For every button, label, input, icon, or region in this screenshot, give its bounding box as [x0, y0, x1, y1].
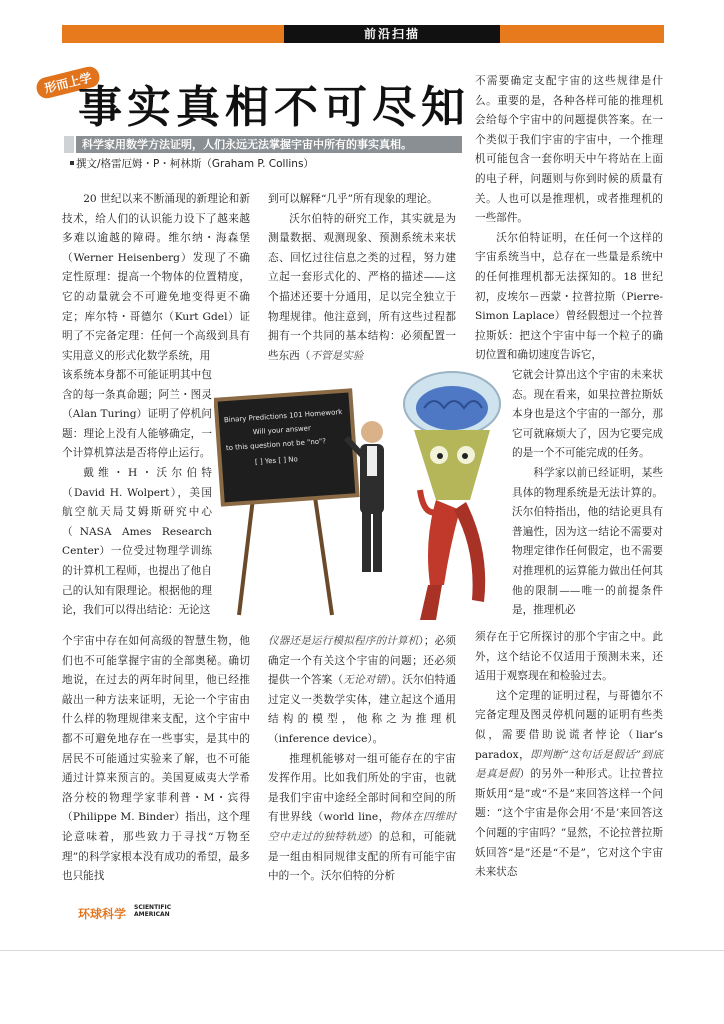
paragraph: 科学家以前已经证明，某些具体的物理系统是无法计算的。沃尔伯特指出，他的结论更具有普遍性，因为这一结论不需要对物理定律作任何假定，也不需要对推理机的运算能力做出任何其他的限制——唯一的前提条件是，推理机必	[512, 466, 663, 617]
paragraph: 不需要确定支配宇宙的这些规律是什么。重要的是，各种各样可能的推理机会给每个宇宙中的问题提供答案。在一个类似于我们宇宙的宇宙中，一个推理机可能包含一套你明天中午将站在上面的电子秤，问题则与你到时候的质量有关。人也可以是推理机，或者推理机的一些部件。	[475, 75, 663, 225]
section-label: 前沿扫描	[284, 25, 500, 43]
easel-leg	[314, 490, 332, 615]
demon-pupil	[437, 453, 443, 459]
article-title: 事实真相不可尽知	[78, 82, 470, 133]
board-text: [ ] Yes [ ] No	[254, 455, 299, 467]
column-3-wrap	[512, 366, 663, 621]
italic-note: 物体在四维时空中走过的独特轨迹	[268, 811, 457, 843]
column-3-bottom	[475, 628, 663, 883]
paragraph-text: ）。沃尔伯特通过定义一类数学实体，建立起这个通用结构的模型，他称之为推理机（inference device）。	[268, 674, 457, 745]
paragraph: 戴维・H・沃尔伯特（David H. Wolpert），美国航空航天局艾姆斯研究中心（NASA Ames Research Center）一位受过物理学训练的计算机工程师，也提出了他自己的认知有限理论。根据他的理论，我们可以得出结论：无论这	[62, 466, 212, 617]
italic-note: 无论对错	[343, 674, 387, 687]
paragraph-text: ）的总和，可能就是一组由相同规律支配的所有可能宇宙中的一个。沃尔伯特的分析	[268, 830, 457, 883]
paragraph-text: ）；必须确定一个有关这个宇宙的问题；还必须提供一个答案（	[268, 635, 457, 687]
paragraph	[268, 750, 456, 887]
demon-leg	[420, 585, 442, 620]
paragraph	[268, 632, 456, 750]
paragraph: 个宇宙中存在如何高级的智慧生物，他们也不可能掌握宇宙的全部奥秘。确切地说，在过去的两年时间里，他已经推敲出一种方法来证明，无论一个宇宙由什么样的物理规律来支配，这个宇宙中都不可避免地存在一些事实，是其中的居民不可能通过实验来了解，也不可能通过计算来预言的。美国夏威夷大学希洛分校的物理学家菲利普・M・宾得（Philippe M. Binder）指出，这个理论意味着，那些致力于寻找“万物至理”的科学家根本没有成功的希望，最多也只能找	[62, 635, 250, 883]
italic-note: 不管是实验	[310, 349, 364, 362]
paragraph-text: 这个定理的证明过程，与哥德尔不完备定理及图灵停机问题的证明有些类似，需要借助说谎者悖论（liar’s paradox，	[475, 689, 663, 761]
page-edge	[0, 950, 724, 951]
partner-logo	[134, 904, 171, 918]
article-subtitle: 科学家用数学方法证明，人们永远无法掌握宇宙中所有的事实真相。	[76, 136, 462, 153]
paragraph: 到可以解释“几乎”所有现象的理论。	[268, 193, 438, 205]
professor-head	[361, 421, 383, 443]
partner-logo-line: AMERICAN	[134, 911, 170, 918]
demon-head	[414, 430, 490, 500]
byline-bullet	[70, 161, 74, 165]
paragraph: 须存在于它所探讨的那个宇宙之中。此外，这个结论不仅适用于预测未来，还适用于观察现在和检验过去。	[475, 631, 663, 683]
column-2-bottom	[268, 632, 456, 887]
italic-note: 即判断“这句话是假话”到底是真是假	[475, 748, 663, 781]
column-3-top	[475, 72, 663, 366]
paragraph: 该系统本身都不可能证明其中包含的每一条真命题；阿兰・图灵（Alan Turing）证明了停机问题：理论上没有人能够确定，一个计算机算法是否将停止运行。	[62, 369, 212, 460]
demon-pupil	[462, 453, 468, 459]
professor-shirt	[367, 446, 377, 476]
illustration	[214, 370, 506, 632]
paragraph: 沃尔伯特证明，在任何一个这样的宇宙系统当中，总存在一些量是系统中的任何推理机都无法探知的。18 世纪初，皮埃尔－西蒙・拉普拉斯（Pierre-Simon Laplace）曾经假想过一个拉普拉斯妖：把这个宇宙中每一个粒子的确切位置和确切速度告诉它，	[475, 231, 663, 362]
column-2-top	[268, 190, 456, 366]
board-text: Binary Predictions 101 Homework	[223, 408, 343, 425]
italic-note: 仪器还是运行模拟程序的计算机	[268, 635, 419, 647]
paragraph: 它就会计算出这个宇宙的未来状态。现在看来，如果拉普拉斯妖本身也是这个宇宙的一部分，那它可就麻烦大了，因为它要完成的是一个不可能完成的任务。	[512, 369, 663, 460]
paragraph-text: ）的另外一种形式。让拉普拉斯妖用“是”或“不是”来回答这样一个问题：“这个宇宙是你会用‘不是’来回答这个问题的宇宙吗？”显然，不论拉普拉斯妖回答“是”还是“不是”，它对这个宇宙未来状态	[475, 768, 664, 879]
paragraph-text: 推理机能够对一组可能存在的宇宙发挥作用。比如我们所处的宇宙，也就是我们宇宙中途经全部时间和空间的所有世界线（world line，	[268, 752, 456, 824]
category-badge: 形而上学	[34, 65, 101, 101]
brain	[416, 386, 488, 430]
column-1-bottom	[62, 632, 250, 887]
paragraph	[268, 210, 456, 367]
column-1-wrap	[62, 366, 212, 621]
professor-leg	[373, 512, 382, 572]
article-byline: 撰文/格雷厄姆・P・柯林斯（Graham P. Collins）	[76, 158, 314, 170]
easel-leg	[239, 490, 254, 615]
board-text: Will your answer	[252, 424, 312, 437]
professor-leg	[362, 512, 371, 572]
column-1-top	[62, 190, 250, 366]
magazine-name: 环球科学	[78, 907, 127, 921]
board-text: to this question not be "no"?	[225, 437, 327, 453]
paragraph-text: 沃尔伯特的研究工作，其实就是为测量数据、观测现象、预测系统未来状态、回忆过往信息之类的过程，努力建立起一套形式化的、严格的描述——这个描述还要十分通用，足以完全独立于物理规律。他注意到，所有这些过程都拥有一个共同的基本结构：必须配置一些东西（	[268, 212, 456, 362]
partner-logo-line: SCIENTIFIC	[134, 904, 172, 911]
subtitle-accent	[64, 136, 74, 153]
paragraph	[475, 687, 663, 883]
section-header-bar	[62, 25, 664, 43]
paragraph: 20 世纪以来不断涌现的新理论和新技术，给人们的认识能力设下了越来越多难以逾越的障碍。维尔纳・海森堡（Werner Heisenberg）发现了不确定性原理：提高一个物体的位置精度，它的动量就会不可避免地变得更不确定；库尔特・哥德尔（Kurt Gdel）证明了不完备定理：任何一个高级到具有实用意义的形式化数学系统，用	[62, 193, 250, 362]
demon-leg	[454, 502, 485, 602]
